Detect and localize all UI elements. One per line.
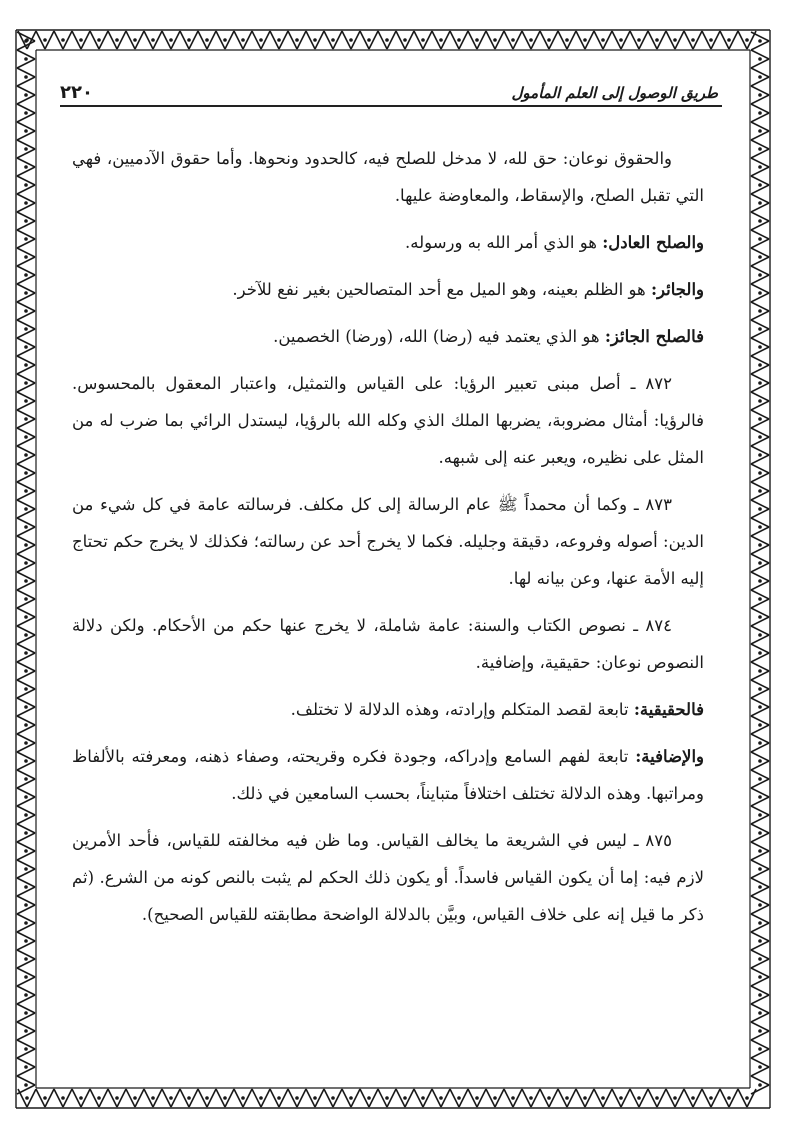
paragraph: ٨٧٣ ـ وكما أن محمداً ﷺ عام الرسالة إلى كل مكلف. فرسالته عامة في كل شيء من الدين: أصوله وفروعه، دقيقة وجليله. فكما لا يخرج أحد عن رسالته؛ فكذلك لا يخرج حكم تحتاج إليه الأمة عنها، وعن بيانه لها. [72, 495, 704, 588]
running-title: طريق الوصول إلى العلم المأمول [511, 84, 718, 102]
paragraph: والجائر: هو الظلم بعينه، وهو الميل مع أحد المتصالحين بغير نفع للآخر. [232, 280, 704, 299]
paragraph: والحقوق نوعان: حق لله، لا مدخل للصلح فيه، كالحدود ونحوها. وأما حقوق الآدميين، فهي التي تقبل الصلح، والإسقاط، والمعاوضة عليها. [72, 149, 704, 205]
paragraph: والصلح العادل: هو الذي أمر الله به ورسوله. [405, 233, 704, 252]
page-header [60, 76, 718, 106]
paragraph: فالحقيقية: تابعة لقصد المتكلم وإرادته، وهذه الدلالة لا تختلف. [290, 700, 704, 719]
paragraph: ٨٧٥ ـ ليس في الشريعة ما يخالف القياس. وما ظن فيه مخالفته للقياس، فأحد الأمرين لازم فيه: إما أن يكون القياس فاسداً. أو يكون ذلك الحكم لم يثبت بالنص كونه من الشرع. (ثم ذكر ما قيل إنه على خلاف القياس، وبيَّن بالدلالة الواضحة مطابقته للقياس الصحيح). [72, 831, 704, 924]
body-text [72, 140, 704, 943]
paragraph: والإضافية: تابعة لفهم السامع وإدراكه، وجودة فكره وقريحته، وصفاء ذهنه، ومعرفته بالألفاظ ومراتبها. وهذه الدلالة تختلف اختلافاً متبايناً، بحسب السامعين في ذلك. [72, 747, 704, 803]
header-rule [60, 105, 722, 107]
paragraph: ٨٧٤ ـ نصوص الكتاب والسنة: عامة شاملة، لا يخرج عنها حكم من الأحكام. ولكن دلالة النصوص نوعان: حقيقية، وإضافية. [72, 616, 704, 672]
page-number: ٢٢٠ [60, 82, 93, 103]
paragraph: فالصلح الجائز: هو الذي يعتمد فيه (رضا) الله، (ورضا) الخصمين. [273, 327, 704, 346]
paragraph: ٨٧٢ ـ أصل مبنى تعبير الرؤيا: على القياس والتمثيل، واعتبار المعقول بالمحسوس. فالرؤيا: أمثال مضروبة، يضربها الملك الذي وكله الله بالرؤيا، ليستدل الرائي بما ضرب له من المثل على نظيره، ويعبر عنه إلى شبهه. [72, 374, 704, 467]
